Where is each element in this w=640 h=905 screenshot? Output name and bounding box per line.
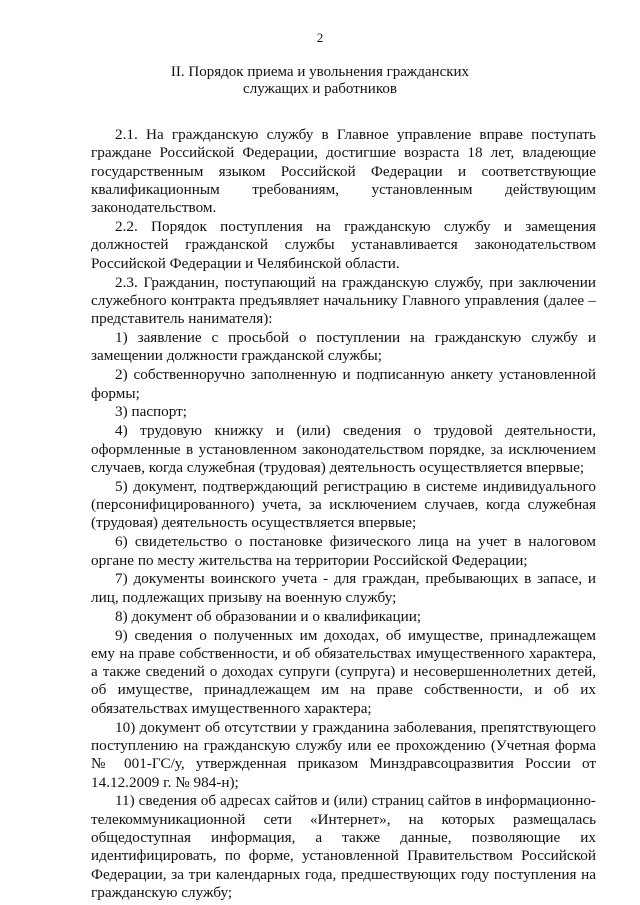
document-body [91, 126, 596, 903]
list-item-9: 9) сведения о полученных им доходах, об имуществе, принадлежащем ему на праве собственности, и об обязательствах имущественного характера, а также сведений о доходах супруги (супруга) и несовершеннолетних детей, об имуществе, принадлежащем им на праве собственности, и об их обязательствах имущественного характера; [91, 626, 596, 717]
page-number: 2 [316, 30, 324, 45]
list-item-8: 8) документ об образовании и о квалификации; [115, 607, 422, 625]
paragraph-2-3: 2.3. Гражданин, поступающий на гражданскую службу, при заключении служебного контракта предъявляет начальнику Главного управления (далее – представитель нанимателя): [91, 273, 596, 328]
list-item-4: 4) трудовую книжку и (или) сведения о трудовой деятельности, оформленные в установленном законодательством порядке, за исключением случаев, когда служебная (трудовая) деятельность осуществляется впервые; [91, 422, 596, 476]
list-item-10: 10) документ об отсутствии у гражданина заболевания, препятствующего поступлению на гражданскую службу или ее прохождению (Учетная форма № 001-ГС/у, утвержденная приказом Минздравсоцразвития России от 14.12.2009 г. № 984-н); [91, 718, 596, 791]
paragraph-2-2: 2.2. Порядок поступления на гражданскую службу и замещения должностей гражданской службы устанавливается законодательством Российской Федерации и Челябинской области. [91, 218, 596, 272]
list-item-6: 6) свидетельство о постановке физического лица на учет в налоговом органе по месту жительства на территории Российской Федерации; [91, 533, 596, 569]
section-heading [0, 64, 640, 98]
section-heading-line-1: II. Порядок приема и увольнения гражданских [170, 64, 470, 80]
list-item-2: 2) собственноручно заполненную и подписанную анкету установленной формы; [91, 366, 596, 402]
list-item-5: 5) документ, подтверждающий регистрацию в системе индивидуального (персонифицированного) учета, за исключением случаев, когда служебная (трудовая) деятельность осуществляется впервые; [91, 477, 596, 532]
section-heading-line-2: служащих и работников [243, 81, 397, 97]
list-item-1: 1) заявление с просьбой о поступлении на гражданскую службу и замещении должности гражданской службы; [91, 329, 596, 365]
list-item-3: 3) паспорт; [115, 403, 188, 421]
paragraph-2-1: 2.1. На гражданскую службу в Главное управление вправе поступать граждане Российской Федерации, достигшие возраста 18 лет, владеющие государственным языком Российской Федерации и соответствующие квалификационным требованиям, установленным действующим законодательством. [91, 126, 596, 217]
list-item-7: 7) документы воинского учета - для граждан, пребывающих в запасе, и лиц, подлежащих призыву на военную службу; [91, 570, 596, 606]
list-item-11: 11) сведения об адресах сайтов и (или) страниц сайтов в информационно-телекоммуникационной сети «Интернет», на которых размещалась общедоступная информация, а также данные, позволяющие их идентифицировать, по форме, установленной Правительством Российской Федерации, за три календарных года, предшествующих году поступления на гражданскую службу; [91, 792, 596, 901]
